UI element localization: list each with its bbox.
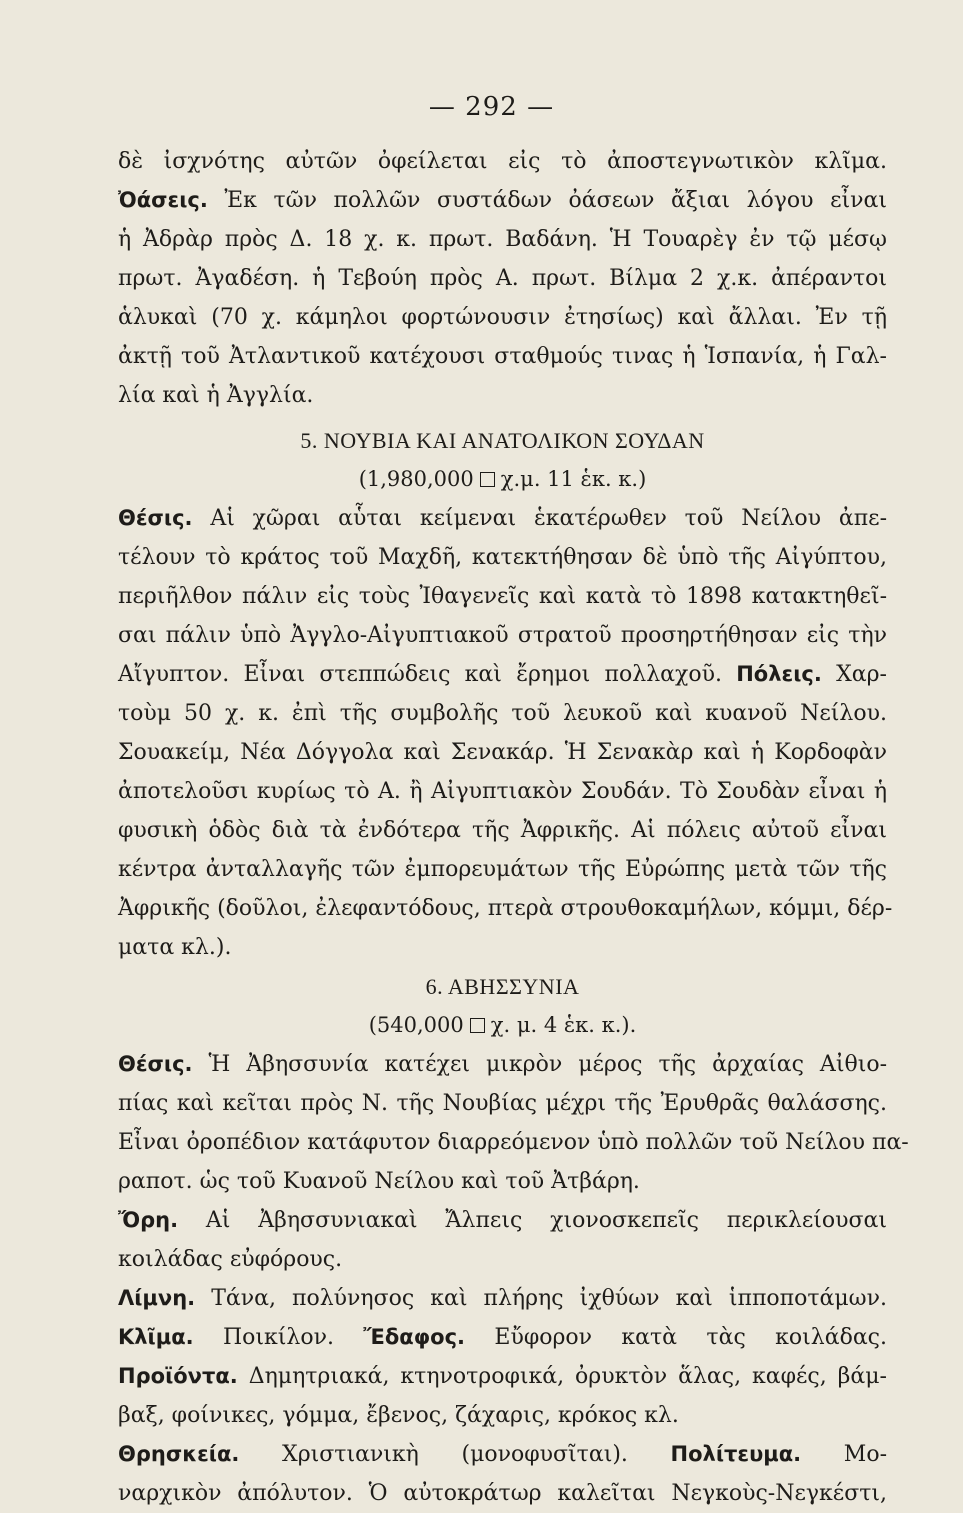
text-line	[118, 337, 887, 376]
text-line	[118, 1318, 887, 1357]
section-6-area	[118, 1006, 887, 1045]
text-line	[118, 1084, 887, 1123]
text-line	[118, 1045, 887, 1084]
line-text: Ποικίλον.	[193, 1325, 364, 1350]
text-line	[118, 655, 887, 694]
line-text: λία καὶ ἡ Ἀγγλία.	[118, 383, 314, 408]
run-in-heading: Ὄρη.	[118, 1208, 179, 1232]
page-body	[118, 142, 909, 1513]
line-text: Σουακείμ, Νέα Δόγγολα καὶ Σενακάρ. Ἡ Σενακὰρ καὶ ἡ Κορδοφὰν	[118, 740, 887, 765]
text-line	[118, 694, 887, 733]
run-in-heading: Θέσις.	[118, 506, 193, 530]
text-line	[118, 142, 887, 181]
line-text: ραποτ. ὡς τοῦ Κυανοῦ Νείλου καὶ τοῦ Ἀτβάρη.	[118, 1169, 640, 1194]
text-line	[118, 298, 887, 337]
line-text: Τάνα, πολύνησος καὶ πλήρης ἰχθύων καὶ ἱπποποτάμων.	[195, 1286, 887, 1311]
line-text: ματα κλ.).	[118, 935, 232, 960]
line-text: πρωτ. Ἀγαδέση. ἡ Τεβούη πρὸς Α. πρωτ. Βίλμα 2 χ.κ. ἀπέραντοι	[118, 266, 887, 291]
text-line	[118, 376, 887, 415]
section-5-area-open: (1,980,000	[358, 467, 474, 491]
text-line	[118, 1357, 887, 1396]
text-line	[118, 1435, 887, 1474]
run-in-heading: Θέσις.	[118, 1052, 193, 1076]
line-text: ἀποτελοῦσι κυρίως τὸ Α. ἢ Αἰγυπτιακὸν Σουδάν. Τὸ Σουδὰν εἶναι ἡ	[118, 779, 887, 804]
text-line	[118, 1279, 887, 1318]
text-line	[118, 1123, 909, 1162]
page-number: — 292 —	[428, 92, 555, 122]
line-text: σαι πάλιν ὑπὸ Ἀγγλο-Αἰγυπτιακοῦ στρατοῦ προσηρτήθησαν εἰς τὴν	[118, 623, 887, 648]
run-in-heading: Πολίτευμα.	[670, 1442, 802, 1466]
section-6-title: 6. ΑΒΗΣΣΥΝΙΑ	[425, 974, 580, 999]
line-text: Δημητριακά, κτηνοτροφικά, ὀρυκτὸν ἅλας, καφές, βάμ-	[237, 1364, 887, 1389]
run-in-heading: Πόλεις.	[736, 662, 822, 686]
section-6-area-close: χ. μ. 4 ἑκ. κ.).	[490, 1013, 637, 1037]
line-text: Εἶναι ὀροπέδιον κατάφυτον διαρρεόμενον ὑπὸ πολλῶν τοῦ Νείλου πα-	[118, 1130, 909, 1155]
line-text: τέλουν τὸ κράτος τοῦ Μαχδῆ, κατεκτήθησαν δὲ ὑπὸ τῆς Αἰγύπτου,	[118, 545, 887, 570]
line-text: δὲ ἰσχνότης αὐτῶν ὀφείλεται εἰς τὸ ἀποστεγνωτικὸν κλῖμα.	[118, 149, 887, 174]
run-in-heading: Κλῖμα.	[118, 1325, 194, 1349]
run-in-heading: Θρησκεία.	[118, 1442, 240, 1466]
text-line	[118, 1201, 887, 1240]
text-line	[118, 538, 887, 577]
line-text: πίας καὶ κεῖται πρὸς Ν. τῆς Νουβίας μέχρι τῆς Ἐρυθρᾶς θαλάσσης.	[118, 1091, 887, 1116]
line-text: Αἱ χῶραι αὗται κείμεναι ἑκατέρωθεν τοῦ Νείλου ἀπε-	[192, 506, 887, 531]
text-line	[118, 850, 887, 889]
text-line	[118, 1240, 887, 1279]
line-text: Ἀφρικῆς (δοῦλοι, ἐλεφαντόδους, πτερὰ στρουθοκαμήλων, κόμμι, δέρ-	[118, 896, 893, 921]
line-text: Εὔφορον κατὰ τὰς κοιλάδας.	[465, 1325, 887, 1350]
text-line	[118, 259, 887, 298]
text-line	[118, 220, 887, 259]
section-6-text	[118, 1045, 909, 1513]
text-line	[118, 1162, 887, 1201]
run-in-heading: Ὀάσεις.	[118, 188, 208, 212]
line-text: ἀκτῇ τοῦ Ἀτλαντικοῦ κατέχουσι σταθμούς τινας ἡ Ἱσπανία, ἡ Γαλ-	[118, 344, 887, 369]
line-text: Ἐκ τῶν πολλῶν συστάδων ὀάσεων ἄξιαι λόγου εἶναι	[207, 188, 887, 213]
line-text: Αἴγυπτον. Εἶναι στεππώδεις καὶ ἔρημοι πολλαχοῦ.	[118, 662, 737, 687]
text-line	[118, 181, 887, 220]
line-text: βαξ, φοίνικες, γόμμα, ἔβενος, ζάχαρις, κρόκος κλ.	[118, 1403, 679, 1428]
line-text: Μο-	[801, 1442, 888, 1467]
run-in-heading: Λίμνη.	[118, 1286, 196, 1310]
text-line	[118, 733, 887, 772]
text-line	[118, 1396, 887, 1435]
line-text: ἁλυκαὶ (70 χ. κάμηλοι φορτώνουσιν ἐτησίως) καὶ ἄλλαι. Ἐν τῇ	[118, 305, 887, 330]
text-line	[118, 889, 893, 928]
line-text: Χαρ-	[821, 662, 887, 687]
run-in-heading: Προϊόντα.	[118, 1364, 238, 1388]
line-text: ἡ Ἀδρὰρ πρὸς Δ. 18 χ. κ. πρωτ. Βαδάνη. Ἡ Τουαρὲγ ἐν τῷ μέσῳ	[118, 227, 887, 252]
text-line	[118, 577, 887, 616]
line-text: κέντρα ἀνταλλαγῆς τῶν ἐμπορευμάτων τῆς Εὐρώπης μετὰ τῶν τῆς	[118, 857, 887, 882]
section-5-area	[118, 460, 887, 499]
section-5-text	[118, 499, 893, 967]
square-symbol-icon	[480, 472, 495, 487]
line-text: ναρχικὸν ἀπόλυτον. Ὁ αὐτοκράτωρ καλεῖται Νεγκοὺς-Νεγκέστι,	[118, 1481, 887, 1506]
line-text: φυσικὴ ὁδὸς διὰ τὰ ἐνδότερα τῆς Ἀφρικῆς. Αἱ πόλεις αὐτοῦ εἶναι	[118, 818, 887, 843]
text-line	[118, 1474, 887, 1513]
text-line	[118, 616, 887, 655]
line-text: περιῆλθον πάλιν εἰς τοὺς Ἰθαγενεῖς καὶ κατὰ τὸ 1898 κατακτηθεῖ-	[118, 584, 887, 609]
text-line	[118, 499, 887, 538]
paragraph-oases	[118, 142, 887, 415]
square-symbol-icon	[470, 1018, 485, 1033]
line-text: Χριστιανικὴ (μονοφυσῖται).	[239, 1442, 671, 1467]
line-text: κοιλάδας εὐφόρους.	[118, 1247, 343, 1272]
text-line	[118, 811, 887, 850]
section-5-title: 5. ΝΟΥΒΙΑ ΚΑΙ ΑΝΑΤΟΛΙΚΟΝ ΣΟΥΔΑΝ	[300, 428, 705, 453]
text-line	[118, 772, 887, 811]
line-text: Ἡ Ἀβησσυνία κατέχει μικρὸν μέρος τῆς ἀρχαίας Αἰθιο-	[192, 1052, 887, 1077]
line-text: Αἱ Ἀβησσυνιακαὶ Ἄλπεις χιονοσκεπεῖς περικλείουσαι	[178, 1208, 887, 1233]
text-line	[118, 928, 887, 967]
line-text: τοὺμ 50 χ. κ. ἐπὶ τῆς συμβολῆς τοῦ λευκοῦ καὶ κυανοῦ Νείλου.	[118, 701, 887, 726]
section-5-area-close: χ.μ. 11 ἑκ. κ.)	[500, 467, 647, 491]
section-6-area-open: (540,000	[368, 1013, 464, 1037]
run-in-heading: Ἔδαφος.	[363, 1325, 465, 1349]
